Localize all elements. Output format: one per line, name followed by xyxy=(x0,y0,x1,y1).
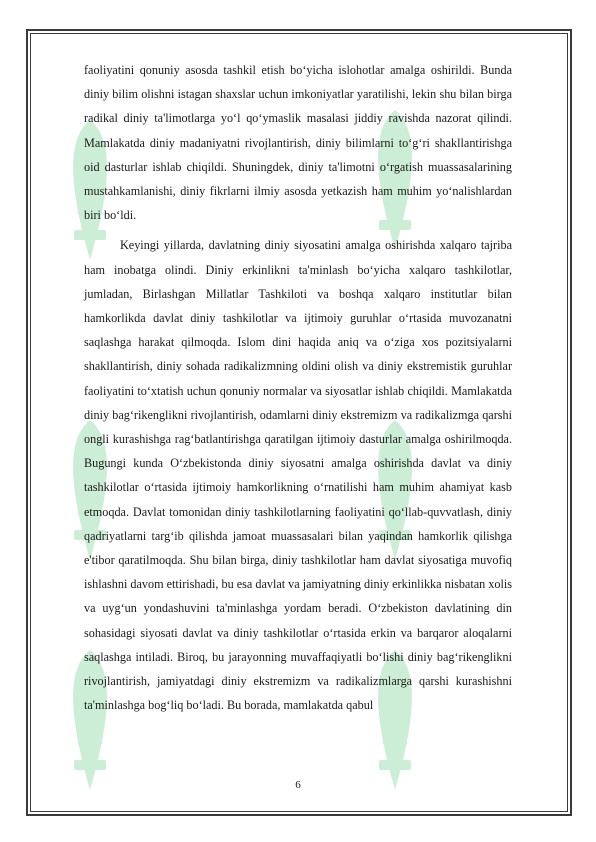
page-body xyxy=(84,58,512,717)
page-number: 6 xyxy=(295,779,301,791)
paragraph-1: faoliyatini qonuniy asosda tashkil etish bo‘yicha islohotlar amalga oshirildi. Bunda diniy bilim olishni istagan shaxslar uchun imkoniyatlar yaratilishi, lekin shu bilan birga radikal diniy ta'limotlarga yo‘l qo‘ymaslik masalasi jiddiy ravishda nazorat qilindi. Mamlakatda diniy madaniyatni rivojlantirish, diniy bilimlarni to‘g‘ri shakllantirishga oid dasturlar ishlab chiqildi. Shuningdek, diniy ta'limotni o‘rgatish muassasalarining mustahkamlanishi, diniy fikrlarni ilmiy asosda yetkazish ham muhim yo‘nalishlardan biri bo‘ldi. xyxy=(84,63,512,223)
paragraph-2: Keyingi yillarda, davlatning diniy siyosatini amalga oshirishda xalqaro tajriba ham inobatga olindi. Diniy erkinlikni ta'minlash bo‘yicha xalqaro tashkilotlar, jumladan, Birlashgan Millatlar Tashkiloti va boshqa xalqaro institutlar bilan hamkorlikda davlat diniy tashkilotlar va ijtimoiy guruhlar o‘rtasida muvozanatni saqlashga harakat qilmoqda. Islom dini haqida aniq va o‘ziga xos pozitsiyalarni shakllantirish, diniy sohada radikalizmning oldini olish va diniy ekstremistik guruhlar faoliyatini to‘xtatish uchun qonuniy normalar va siyosatlar ishlab chiqildi. Mamlakatda diniy bag‘rikenglikni rivojlantirish, odamlarni diniy ekstremizm va radikalizmga qarshi ongli kurashishga rag‘batlantirishga qaratilgan ijtimoiy dasturlar amalga oshirilmoqda. Bugungi kunda O‘zbekistonda diniy siyosatni amalga oshirishda davlat va diniy tashkilotlar o‘rtasida ijtimoiy hamkorlikning o‘rnatilishi ham muhim ahamiyat kasb etmoqda. Davlat tomonidan diniy tashkilotlarning faoliyatini qo‘llab-quvvatlash, diniy qadriyatlarni targ‘ib qilishda jamoat muassasalari bilan yaqindan hamkorlik qilishga e'tibor qaratilmoqda. Shu bilan birga, diniy tashkilotlar ham davlat siyosatiga muvofiq ishlashni davom ettirishadi, bu esa davlat va jamiyatning diniy erkinlikka nisbatan xolis va uyg‘un yondashuvini ta'minlashga yordam beradi. O‘zbekiston davlatining din sohasidagi siyosati davlat va diniy tashkilotlar o‘rtasida erkin va barqaror aloqalarni saqlashga intiladi. Biroq, bu jarayonning muvaffaqiyatli bo‘lishi diniy bag‘rikenglikni rivojlantirish, jamiyatdagi diniy ekstremizm va radikalizmlarga qarshi kurashishni ta'minlashga bog‘liq bo‘ladi. Bu borada, mamlakatda qabul xyxy=(84,238,512,713)
